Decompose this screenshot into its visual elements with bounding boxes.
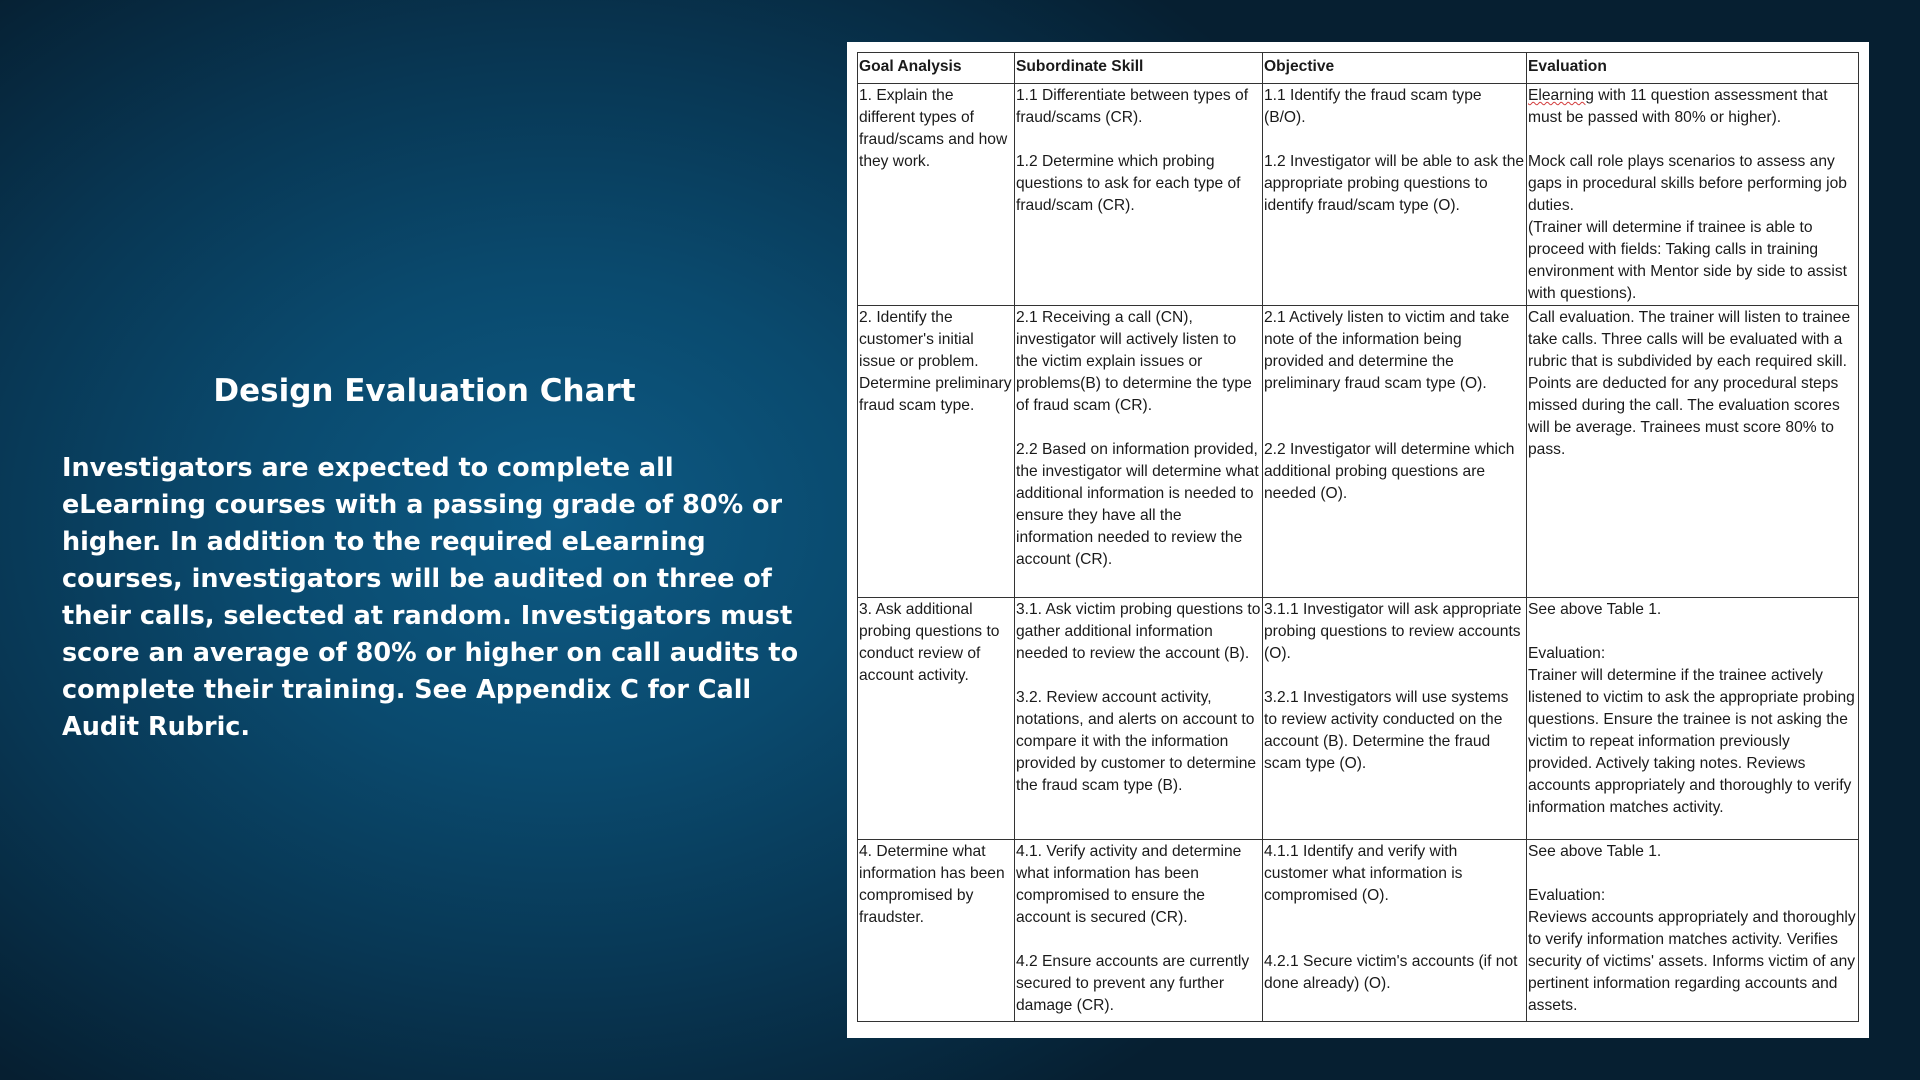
spacer xyxy=(1016,129,1261,151)
evaluation-text: Reviews accounts appropriately and thoroughly to verify information matches activity. Verifies security of victims' assets. Informs victim of any pertinent information regarding accounts and assets. xyxy=(1528,909,1856,1014)
objective-text: 1.2 Investigator will be able to ask the appropriate probing questions to identify fraud/scam type (O). xyxy=(1264,153,1525,214)
evaluation-text: Mock call role plays scenarios to assess any gaps in procedural skills before performing job duties. xyxy=(1528,153,1847,214)
spacer xyxy=(1528,621,1857,643)
table-header-row xyxy=(858,53,1859,84)
spacer xyxy=(1264,665,1525,687)
goal-cell xyxy=(858,306,1015,598)
header-evaluation: Evaluation xyxy=(1527,53,1859,84)
spacer xyxy=(1016,417,1261,439)
objective-cell xyxy=(1263,840,1527,1022)
spacer xyxy=(1528,129,1857,151)
skill-cell xyxy=(1015,840,1263,1022)
table-row xyxy=(858,306,1859,598)
goal-text: 1. Explain the different types of fraud/scams and how they work. xyxy=(859,87,1008,170)
objective-text: 3.1.1 Investigator will ask appropriate probing questions to review accounts (O). xyxy=(1264,601,1522,662)
spacer xyxy=(1264,129,1525,151)
misspelled-word: Elearning xyxy=(1528,87,1594,104)
header-goal-analysis: Goal Analysis xyxy=(858,53,1015,84)
evaluation-text: Trainer will determine if the trainee actively listened to victim to ask the appropriate probing questions. Ensure the trainee is not asking the victim to repeat information previously provided. Actively taking notes. Reviews accounts appropriately and thoroughly to verify information matches activity. xyxy=(1528,667,1855,816)
skill-text: 1.2 Determine which probing questions to ask for each type of fraud/scam (CR). xyxy=(1016,153,1241,214)
skill-text: 2.2 Based on information provided, the investigator will determine what additional information is needed to ensure they have all the information needed to review the account (CR). xyxy=(1016,441,1259,568)
objective-text: 3.2.1 Investigators will use systems to review activity conducted on the account (B). Determine the fraud scam type (O). xyxy=(1264,689,1509,772)
header-objective: Objective xyxy=(1263,53,1527,84)
skill-text: 4.1. Verify activity and determine what information has been compromised to ensure the account is secured (CR). xyxy=(1016,843,1242,926)
spacer xyxy=(1528,863,1857,885)
goal-cell xyxy=(858,84,1015,306)
evaluation-text: (Trainer will determine if trainee is able to proceed with fields: Taking calls in training environment with Mentor side by side to assist with questions). xyxy=(1528,219,1847,302)
skill-cell xyxy=(1015,306,1263,598)
objective-text: 2.1 Actively listen to victim and take note of the information being provided and determine the preliminary fraud scam type (O). xyxy=(1264,309,1510,392)
evaluation-text: Evaluation: xyxy=(1528,645,1606,662)
objective-cell xyxy=(1263,598,1527,840)
spacer xyxy=(1016,665,1261,687)
evaluation-cell xyxy=(1527,306,1859,598)
spacer xyxy=(1264,929,1525,951)
goal-text: 3. Ask additional probing questions to conduct review of account activity. xyxy=(859,601,1000,684)
spacer xyxy=(1264,395,1525,417)
objective-text: 1.1 Identify the fraud scam type (B/O). xyxy=(1264,87,1482,126)
evaluation-cell xyxy=(1527,84,1859,306)
slide-title: Design Evaluation Chart xyxy=(213,373,636,409)
goal-cell xyxy=(858,840,1015,1022)
skill-text: 4.2 Ensure accounts are currently secured to prevent any further damage (CR). xyxy=(1016,953,1250,1014)
header-subordinate-skill: Subordinate Skill xyxy=(1015,53,1263,84)
objective-text: 4.2.1 Secure victim's accounts (if not done already) (O). xyxy=(1264,953,1518,992)
skill-text: 1.1 Differentiate between types of fraud/scams (CR). xyxy=(1016,87,1249,126)
evaluation-text xyxy=(1528,85,1857,129)
evaluation-text: See above Table 1. xyxy=(1528,843,1662,860)
skill-cell xyxy=(1015,598,1263,840)
skill-text: 2.1 Receiving a call (CN), investigator will actively listen to the victim explain issues or problems(B) to determine the type of fraud scam (CR). xyxy=(1016,309,1252,414)
skill-cell xyxy=(1015,84,1263,306)
slide-body-text: Investigators are expected to complete all eLearning courses with a passing grade of 80% or higher. In addition to the required eLearning courses, investigators will be audited on three of their calls, selected at random. Investigators must score an average of 80% or higher on call audits to complete their training. See Appendix C for Call Audit Rubric. xyxy=(62,453,799,742)
skill-text: 3.1. Ask victim probing questions to gather additional information needed to review the account (B). xyxy=(1016,601,1261,662)
spacer xyxy=(1016,929,1261,951)
spacer xyxy=(1264,907,1525,929)
table-row xyxy=(858,598,1859,840)
goal-cell xyxy=(858,598,1015,840)
skill-text: 3.2. Review account activity, notations, and alerts on account to compare it with the information provided by customer to determine the fraud scam type (B). xyxy=(1016,689,1257,794)
objective-cell xyxy=(1263,84,1527,306)
evaluation-text: Call evaluation. The trainer will listen to trainee take calls. Three calls will be evaluated with a rubric that is subdivided by each required skill. Points are deducted for any procedural steps missed during the call. The evaluation scores will be average. Trainees must score 80% to pass. xyxy=(1528,309,1851,458)
evaluation-text: See above Table 1. xyxy=(1528,601,1662,618)
goal-text: 4. Determine what information has been compromised by fraudster. xyxy=(859,843,1005,926)
table-row xyxy=(858,84,1859,306)
table-row xyxy=(858,840,1859,1022)
evaluation-table-panel xyxy=(847,42,1869,1038)
evaluation-text-continued: with 11 question assessment that must be passed with 80% or higher). xyxy=(1528,87,1828,126)
evaluation-cell xyxy=(1527,840,1859,1022)
spacer xyxy=(1264,417,1525,439)
objective-cell xyxy=(1263,306,1527,598)
evaluation-text: Evaluation: xyxy=(1528,887,1606,904)
objective-text: 4.1.1 Identify and verify with customer what information is compromised (O). xyxy=(1264,843,1463,904)
objective-text: 2.2 Investigator will determine which additional probing questions are needed (O). xyxy=(1264,441,1515,502)
goal-text: 2. Identify the customer's initial issue or problem. Determine preliminary fraud scam type. xyxy=(859,309,1012,414)
evaluation-cell xyxy=(1527,598,1859,840)
design-evaluation-table xyxy=(857,52,1859,1022)
